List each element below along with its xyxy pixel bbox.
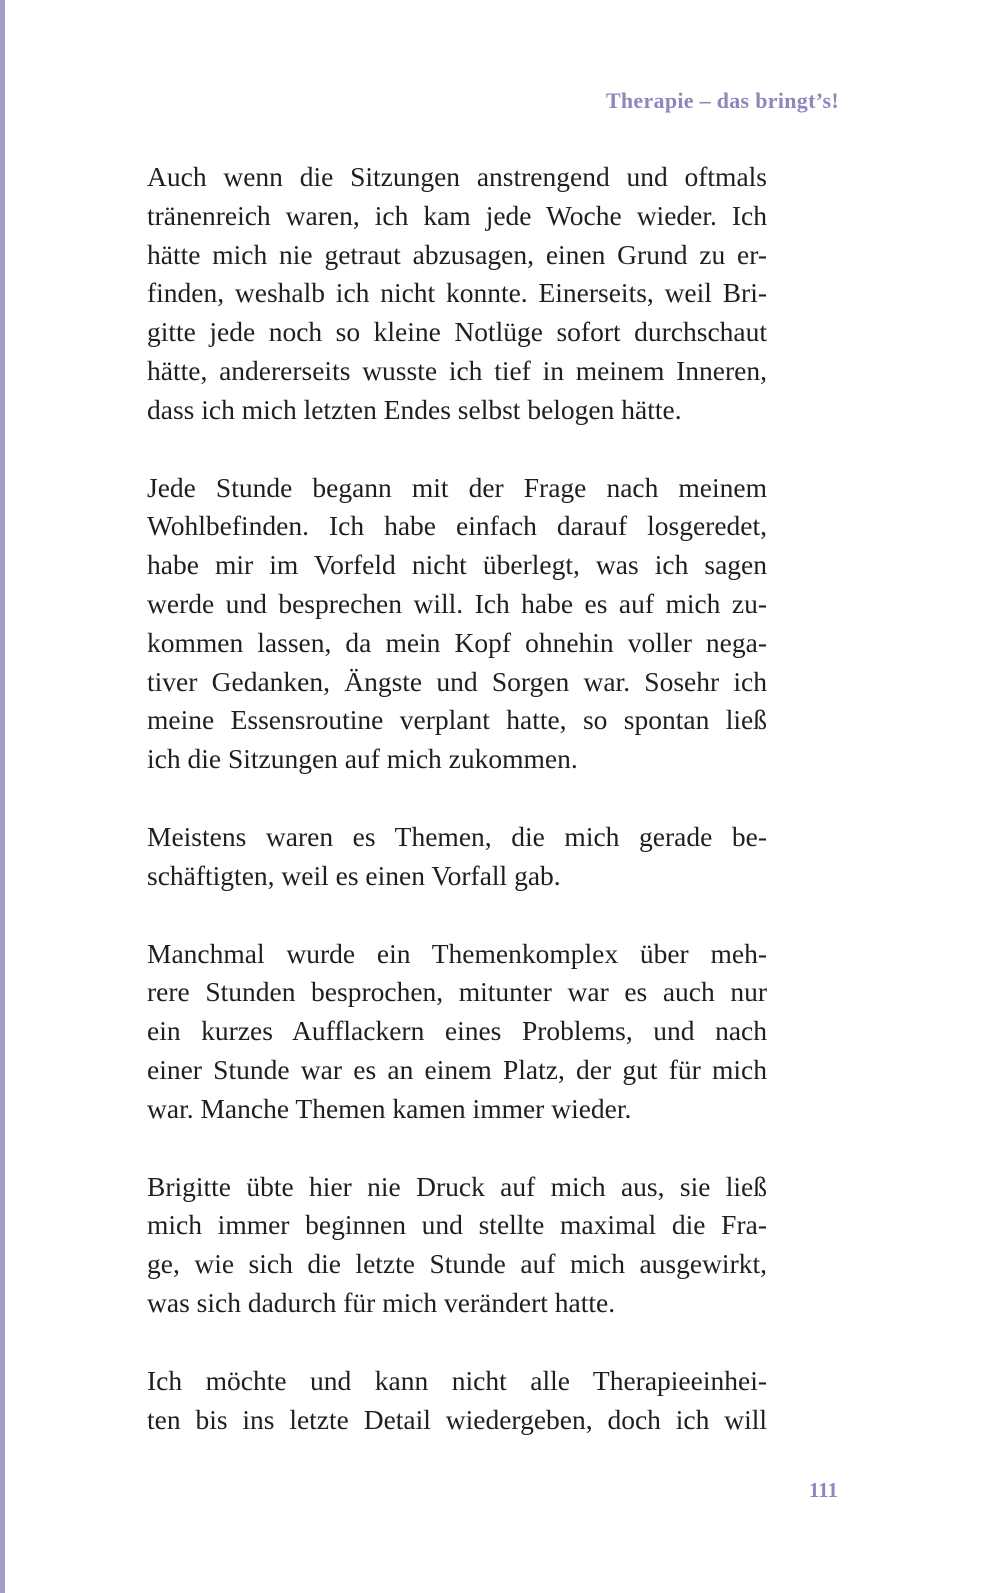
paragraph-4: [147, 935, 767, 1129]
text-line: Brigitte übte hier nie Druck auf mich aus, sie ließ: [147, 1170, 767, 1202]
text-line: werde und besprechen will. Ich habe es auf mich zu-: [147, 587, 767, 619]
text-line: meine Essensroutine verplant hatte, so spontan ließ: [147, 704, 767, 736]
paragraph-2: [147, 469, 767, 779]
text-line: Wohlbefinden. Ich habe einfach darauf losgeredet,: [147, 510, 767, 542]
text-line: Jede Stunde begann mit der Frage nach meinem: [147, 471, 767, 503]
text-line: dass ich mich letzten Endes selbst belogen hätte.: [147, 393, 682, 425]
text-line: ein kurzes Aufflackern eines Problems, und nach: [147, 1015, 767, 1047]
text-line: ten bis ins letzte Detail wiedergeben, doch ich will: [147, 1403, 767, 1435]
text-line: hätte mich nie getraut abzusagen, einen Grund zu er-: [147, 238, 767, 270]
text-line: kommen lassen, da mein Kopf ohnehin voller nega-: [147, 626, 767, 658]
text-line: Meistens waren es Themen, die mich gerade be-: [147, 820, 767, 852]
text-line: Manchmal wurde ein Themenkomplex über meh-: [147, 937, 767, 969]
text-line: einer Stunde war es an einem Platz, der gut für mich: [147, 1053, 767, 1085]
paragraph-5: [147, 1168, 767, 1323]
text-line: gitte jede noch so kleine Notlüge sofort durchschaut: [147, 316, 767, 348]
body-text: [147, 158, 767, 1478]
text-line: schäftigten, weil es einen Vorfall gab.: [147, 859, 561, 891]
text-line: Ich möchte und kann nicht alle Therapieeinhei-: [147, 1364, 767, 1396]
text-line: was sich dadurch für mich verändert hatte.: [147, 1286, 616, 1318]
text-line: habe mir im Vorfeld nicht überlegt, was ich sagen: [147, 549, 767, 581]
text-line: rere Stunden besprochen, mitunter war es auch nur: [147, 976, 767, 1008]
text-line: war. Manche Themen kamen immer wieder.: [147, 1092, 632, 1124]
text-line: tiver Gedanken, Ängste und Sorgen war. Sosehr ich: [147, 665, 767, 697]
running-head: Therapie – das bringt’s!: [605, 88, 839, 113]
paragraph-3: [147, 818, 767, 896]
text-line: tränenreich waren, ich kam jede Woche wieder. Ich: [147, 199, 767, 231]
paragraph-1: [147, 158, 767, 430]
text-line: ich die Sitzungen auf mich zukommen.: [147, 743, 578, 775]
text-line: hätte, andererseits wusste ich tief in meinem Inneren,: [147, 354, 767, 386]
page-number: 111: [808, 1478, 838, 1502]
text-line: ge, wie sich die letzte Stunde auf mich ausgewirkt,: [147, 1248, 767, 1280]
text-line: mich immer beginnen und stellte maximal die Fra-: [147, 1209, 767, 1241]
paragraph-6: [147, 1362, 767, 1440]
page-edge-bar: [0, 0, 5, 1593]
text-line: Auch wenn die Sitzungen anstrengend und oftmals: [147, 161, 767, 192]
text-line: finden, weshalb ich nicht konnte. Einerseits, weil Bri-: [147, 277, 767, 309]
